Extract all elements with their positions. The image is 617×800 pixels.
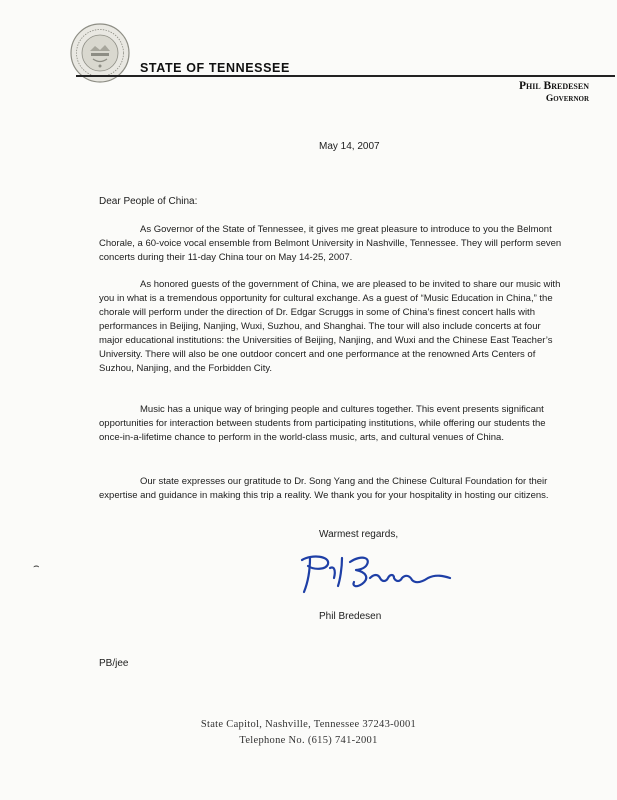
- governor-name: Phil Bredesen: [518, 80, 589, 92]
- paragraph-4: Our state expresses our gratitude to Dr. Song Yang and the Chinese Cultural Foundation for their expertise and guidance in making this trip a reality. We thank you for your hospitality in hosting our citizens.: [99, 476, 549, 501]
- signer-name: Phil Bredesen: [319, 611, 382, 622]
- paragraph-3: Music has a unique way of bringing people and cultures together. This event presents significant opportunities for interaction between students from participating institutions, while offering our students the once-in-a-lifetime chance to perform in the world-class music, arts, and cultural venues of China.: [99, 404, 546, 443]
- paragraph-2: As honored guests of the government of China, we are pleased to be invited to share our music with you in what is a tremendous opportunity for cultural exchange. As a guest of “Music Education in China,” the chorale will perform under the direction of Dr. Edgar Scruggs in some of China’s finest concert halls with performances in Beijing, Nanjing, Wuxi, Suzhou, and Shanghai. The tour will also include concerts at four major educational institutions: the Universities of Beijing, Nanjing, and Wuxi and the Chinese East Teacher’s University. There will also be one outdoor concert and one performance at the renowned Arts Centers of Suzhou, Nanjing, and the Forbidden City.: [99, 279, 561, 374]
- letter-date: May 14, 2007: [319, 141, 380, 152]
- footer-telephone: Telephone No. (615) 741-2001: [239, 735, 378, 746]
- paragraph-1: As Governor of the State of Tennessee, it gives me great pleasure to introduce to you the Belmont Chorale, a 60-voice vocal ensemble from Belmont University in Nashville, Tennessee. They will perform seven concerts during their 11-day China tour on May 14-25, 2007.: [99, 224, 562, 263]
- closing: Warmest regards,: [319, 529, 399, 540]
- governor-title: Governor: [545, 94, 589, 104]
- footer-address: State Capitol, Nashville, Tennessee 37243-0001: [200, 719, 417, 730]
- stray-mark: ⌢: [33, 561, 40, 572]
- salutation: Dear People of China:: [99, 196, 198, 207]
- state-title: STATE OF TENNESSEE: [140, 61, 290, 75]
- handwritten-signature: [290, 548, 460, 598]
- letterhead-rule: [76, 75, 615, 77]
- typist-initials: PB/jee: [99, 658, 129, 669]
